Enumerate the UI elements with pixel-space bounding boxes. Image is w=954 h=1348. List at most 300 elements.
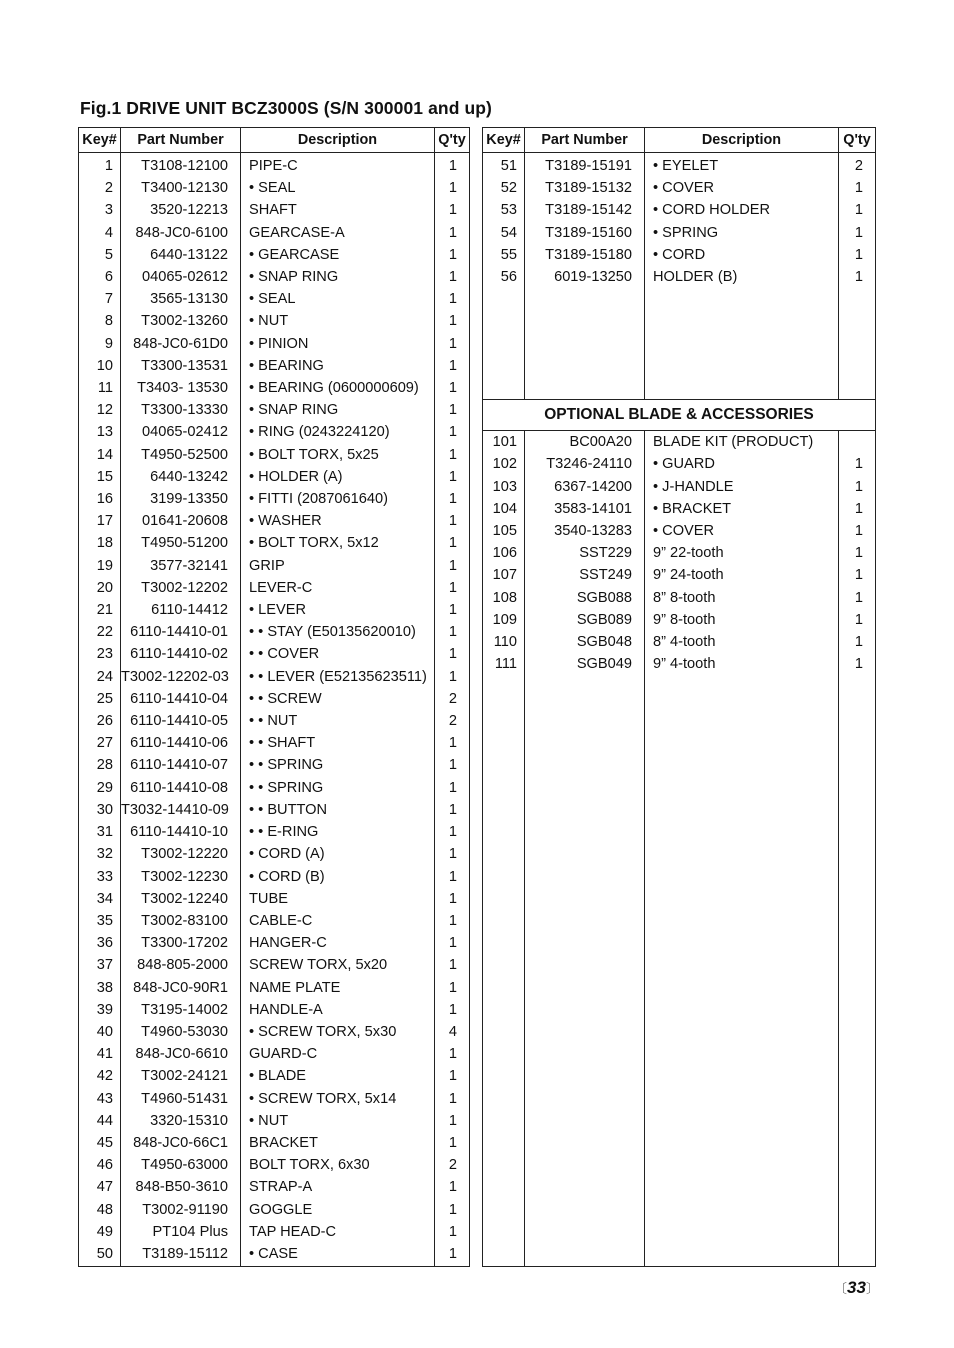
key-cell: 50: [79, 1243, 121, 1265]
part-number-cell: T3108-12100: [121, 153, 241, 178]
part-number-cell: 3320-15310: [121, 1110, 241, 1132]
qty-cell: 1: [839, 520, 876, 542]
key-cell: 31: [79, 821, 121, 843]
qty-cell: 1: [839, 177, 876, 199]
key-cell: 42: [79, 1065, 121, 1087]
qty-cell: 1: [435, 932, 470, 954]
part-number-cell: 848-JC0-90R1: [121, 977, 241, 999]
empty-cell: [525, 355, 645, 377]
description-cell: TAP HEAD-C: [241, 1221, 435, 1243]
qty-cell: 1: [839, 476, 876, 498]
key-cell: 51: [483, 153, 525, 178]
table-row: [79, 599, 470, 621]
key-cell: 46: [79, 1154, 121, 1176]
empty-cell: [645, 310, 839, 332]
qty-cell: 1: [435, 1199, 470, 1221]
description-cell: • BLADE: [241, 1065, 435, 1087]
key-cell: 4: [79, 222, 121, 244]
header-qty: Q'ty: [839, 128, 876, 153]
key-cell: 29: [79, 777, 121, 799]
key-cell: 20: [79, 577, 121, 599]
part-number-cell: T4950-63000: [121, 1154, 241, 1176]
table-row: [483, 476, 876, 498]
table-filler-row: [79, 1265, 470, 1266]
empty-cell: [525, 377, 645, 400]
key-cell: 49: [79, 1221, 121, 1243]
qty-cell: 1: [435, 488, 470, 510]
qty-cell: 1: [435, 177, 470, 199]
part-number-cell: T3246-24110: [525, 453, 645, 475]
description-cell: • HOLDER (A): [241, 466, 435, 488]
table-row: [483, 498, 876, 520]
key-cell: 35: [79, 910, 121, 932]
table-row: [79, 532, 470, 554]
description-cell: • BOLT TORX, 5x12: [241, 532, 435, 554]
part-number-cell: 6367-14200: [525, 476, 645, 498]
part-number-cell: T3002-12220: [121, 843, 241, 865]
qty-cell: 1: [435, 1243, 470, 1265]
part-number-cell: BC00A20: [525, 431, 645, 454]
empty-cell: [483, 310, 525, 332]
table-row: [79, 1199, 470, 1221]
qty-cell: 1: [435, 866, 470, 888]
key-cell: 104: [483, 498, 525, 520]
part-number-cell: 6110-14410-08: [121, 777, 241, 799]
part-number-cell: SGB089: [525, 609, 645, 631]
description-cell: 8” 8-tooth: [645, 587, 839, 609]
key-cell: 7: [79, 288, 121, 310]
qty-cell: 1: [435, 421, 470, 443]
empty-cell: [645, 675, 839, 1266]
part-number-cell: SST229: [525, 542, 645, 564]
table-row: [79, 866, 470, 888]
qty-cell: 1: [435, 510, 470, 532]
qty-cell: 1: [435, 599, 470, 621]
part-number-cell: 6110-14410-06: [121, 732, 241, 754]
qty-cell: 1: [839, 244, 876, 266]
part-number-cell: 6110-14410-02: [121, 643, 241, 665]
key-cell: 30: [79, 799, 121, 821]
description-cell: • • STAY (E50135620010): [241, 621, 435, 643]
description-cell: GOGGLE: [241, 1199, 435, 1221]
qty-cell: 1: [839, 266, 876, 288]
empty-cell: [839, 355, 876, 377]
description-cell: • SNAP RING: [241, 399, 435, 421]
part-number-cell: T4960-53030: [121, 1021, 241, 1043]
description-cell: • CORD: [645, 244, 839, 266]
description-cell: • BEARING: [241, 355, 435, 377]
description-cell: • NUT: [241, 310, 435, 332]
part-number-cell: T3002-13260: [121, 310, 241, 332]
qty-cell: 1: [435, 954, 470, 976]
key-cell: 32: [79, 843, 121, 865]
table-row: [79, 977, 470, 999]
key-cell: 111: [483, 653, 525, 675]
part-number-cell: T3300-13531: [121, 355, 241, 377]
table-row: [79, 777, 470, 799]
description-cell: • WASHER: [241, 510, 435, 532]
part-number-cell: 848-B50-3610: [121, 1176, 241, 1198]
part-number-cell: T3002-83100: [121, 910, 241, 932]
description-cell: • GEARCASE: [241, 244, 435, 266]
description-cell: STRAP-A: [241, 1176, 435, 1198]
part-number-cell: 01641-20608: [121, 510, 241, 532]
qty-cell: 1: [435, 1176, 470, 1198]
qty-cell: 1: [435, 153, 470, 178]
optional-section-title: OPTIONAL BLADE & ACCESSORIES: [483, 400, 876, 431]
blank-row: [483, 333, 876, 355]
table-row: [483, 609, 876, 631]
description-cell: • • SHAFT: [241, 732, 435, 754]
description-cell: • • NUT: [241, 710, 435, 732]
key-cell: 21: [79, 599, 121, 621]
table-row: [79, 1154, 470, 1176]
qty-cell: 1: [839, 587, 876, 609]
key-cell: 3: [79, 199, 121, 221]
part-number-cell: SST249: [525, 564, 645, 586]
empty-cell: [839, 288, 876, 310]
table-header-row: [79, 128, 470, 153]
description-cell: • COVER: [645, 177, 839, 199]
description-cell: • SCREW TORX, 5x14: [241, 1088, 435, 1110]
header-part-number: Part Number: [121, 128, 241, 153]
table-filler-row: [483, 675, 876, 1266]
description-cell: 9” 24-tooth: [645, 564, 839, 586]
description-cell: 9” 4-tooth: [645, 653, 839, 675]
empty-cell: [525, 675, 645, 1266]
key-cell: 109: [483, 609, 525, 631]
table-row: [483, 542, 876, 564]
table-row: [483, 653, 876, 675]
qty-cell: 1: [435, 621, 470, 643]
key-cell: 40: [79, 1021, 121, 1043]
qty-cell: 1: [435, 977, 470, 999]
part-number-cell: T3189-15132: [525, 177, 645, 199]
qty-cell: 1: [435, 444, 470, 466]
key-cell: 53: [483, 199, 525, 221]
table-row: [79, 244, 470, 266]
key-cell: 101: [483, 431, 525, 454]
description-cell: • CORD HOLDER: [645, 199, 839, 221]
part-number-cell: 04065-02612: [121, 266, 241, 288]
key-cell: 12: [79, 399, 121, 421]
table-row: [79, 177, 470, 199]
key-cell: 18: [79, 532, 121, 554]
key-cell: 44: [79, 1110, 121, 1132]
key-cell: 52: [483, 177, 525, 199]
table-row: [483, 199, 876, 221]
key-cell: 1: [79, 153, 121, 178]
qty-cell: 1: [435, 244, 470, 266]
description-cell: • PINION: [241, 333, 435, 355]
table-row: [79, 1043, 470, 1065]
header-description: Description: [645, 128, 839, 153]
table-row: [79, 688, 470, 710]
table-row: [79, 288, 470, 310]
key-cell: 17: [79, 510, 121, 532]
part-number-cell: 848-JC0-61D0: [121, 333, 241, 355]
qty-cell: 1: [839, 222, 876, 244]
part-number-cell: T3032-14410-09: [121, 799, 241, 821]
description-cell: CABLE-C: [241, 910, 435, 932]
table-row: [79, 199, 470, 221]
optional-section-row: [483, 400, 876, 431]
key-cell: 27: [79, 732, 121, 754]
description-cell: BRACKET: [241, 1132, 435, 1154]
key-cell: 48: [79, 1199, 121, 1221]
table-row: [79, 799, 470, 821]
description-cell: BOLT TORX, 6x30: [241, 1154, 435, 1176]
table-row: [79, 488, 470, 510]
header-description: Description: [241, 128, 435, 153]
part-number-cell: 848-JC0-6100: [121, 222, 241, 244]
description-cell: LEVER-C: [241, 577, 435, 599]
table-row: [79, 1021, 470, 1043]
key-cell: 13: [79, 421, 121, 443]
qty-cell: [839, 431, 876, 454]
qty-cell: 2: [435, 688, 470, 710]
table-row: [79, 1110, 470, 1132]
table-row: [79, 153, 470, 178]
table-row: [79, 355, 470, 377]
description-cell: HOLDER (B): [645, 266, 839, 288]
table-row: [79, 310, 470, 332]
description-cell: • NUT: [241, 1110, 435, 1132]
description-cell: • FITTI (2087061640): [241, 488, 435, 510]
key-cell: 37: [79, 954, 121, 976]
empty-cell: [525, 333, 645, 355]
table-row: [79, 666, 470, 688]
description-cell: • • BUTTON: [241, 799, 435, 821]
description-cell: • BRACKET: [645, 498, 839, 520]
page-number-open-bracket: 〔: [834, 1281, 848, 1296]
part-number-cell: T3195-14002: [121, 999, 241, 1021]
qty-cell: 1: [435, 666, 470, 688]
key-cell: 56: [483, 266, 525, 288]
blank-row: [483, 310, 876, 332]
part-number-cell: T3189-15191: [525, 153, 645, 178]
table-row: [79, 1065, 470, 1087]
page-number-value: 33: [847, 1278, 866, 1297]
key-cell: 54: [483, 222, 525, 244]
table-row: [483, 153, 876, 178]
table-row: [483, 631, 876, 653]
description-cell: 8” 4-tooth: [645, 631, 839, 653]
table-row: [79, 466, 470, 488]
qty-cell: 1: [435, 266, 470, 288]
description-cell: • BOLT TORX, 5x25: [241, 444, 435, 466]
part-number-cell: 6019-13250: [525, 266, 645, 288]
qty-cell: 1: [435, 754, 470, 776]
key-cell: 2: [79, 177, 121, 199]
part-number-cell: 3565-13130: [121, 288, 241, 310]
empty-cell: [483, 377, 525, 400]
qty-cell: 1: [839, 564, 876, 586]
part-number-cell: T4950-51200: [121, 532, 241, 554]
table-row: [79, 932, 470, 954]
page-number-close-bracket: 〕: [865, 1281, 879, 1296]
part-number-cell: T3002-91190: [121, 1199, 241, 1221]
part-number-cell: 3540-13283: [525, 520, 645, 542]
key-cell: 24: [79, 666, 121, 688]
description-cell: • SPRING: [645, 222, 839, 244]
parts-list-left: [79, 153, 470, 1267]
empty-cell: [79, 1265, 121, 1266]
part-number-cell: T3400-12130: [121, 177, 241, 199]
qty-cell: 1: [435, 399, 470, 421]
part-number-cell: 6440-13242: [121, 466, 241, 488]
description-cell: • CASE: [241, 1243, 435, 1265]
empty-cell: [121, 1265, 241, 1266]
header-key: Key#: [79, 128, 121, 153]
table-row: [79, 222, 470, 244]
empty-cell: [525, 288, 645, 310]
key-cell: 106: [483, 542, 525, 564]
part-number-cell: PT104 Plus: [121, 1221, 241, 1243]
qty-cell: 1: [435, 532, 470, 554]
part-number-cell: SGB088: [525, 587, 645, 609]
key-cell: 45: [79, 1132, 121, 1154]
table-row: [79, 444, 470, 466]
key-cell: 43: [79, 1088, 121, 1110]
empty-cell: [483, 288, 525, 310]
blank-row: [483, 377, 876, 400]
key-cell: 9: [79, 333, 121, 355]
part-number-cell: 3577-32141: [121, 555, 241, 577]
empty-cell: [483, 355, 525, 377]
qty-cell: 1: [435, 377, 470, 399]
part-number-cell: T3189-15180: [525, 244, 645, 266]
empty-cell: [645, 377, 839, 400]
qty-cell: 1: [435, 910, 470, 932]
key-cell: 26: [79, 710, 121, 732]
description-cell: • LEVER: [241, 599, 435, 621]
qty-cell: 1: [435, 199, 470, 221]
part-number-cell: 04065-02412: [121, 421, 241, 443]
table-row: [79, 754, 470, 776]
description-cell: • • LEVER (E52135623511): [241, 666, 435, 688]
key-cell: 16: [79, 488, 121, 510]
table-row: [483, 564, 876, 586]
part-number-cell: 6110-14410-05: [121, 710, 241, 732]
empty-cell: [241, 1265, 435, 1266]
qty-cell: 1: [435, 577, 470, 599]
key-cell: 110: [483, 631, 525, 653]
description-cell: • SCREW TORX, 5x30: [241, 1021, 435, 1043]
description-cell: • EYELET: [645, 153, 839, 178]
key-cell: 107: [483, 564, 525, 586]
key-cell: 10: [79, 355, 121, 377]
key-cell: 28: [79, 754, 121, 776]
empty-cell: [483, 675, 525, 1266]
table-row: [79, 910, 470, 932]
qty-cell: 1: [435, 643, 470, 665]
qty-cell: 1: [435, 1043, 470, 1065]
table-row: [79, 1243, 470, 1265]
empty-cell: [483, 333, 525, 355]
description-cell: • COVER: [645, 520, 839, 542]
empty-cell: [645, 288, 839, 310]
description-cell: • • SCREW: [241, 688, 435, 710]
parts-table-right: [482, 127, 876, 1267]
key-cell: 33: [79, 866, 121, 888]
qty-cell: 1: [839, 631, 876, 653]
key-cell: 23: [79, 643, 121, 665]
part-number-cell: T3002-12230: [121, 866, 241, 888]
table-row: [79, 1088, 470, 1110]
table-row: [79, 333, 470, 355]
key-cell: 55: [483, 244, 525, 266]
part-number-cell: SGB048: [525, 631, 645, 653]
empty-cell: [839, 377, 876, 400]
table-row: [79, 888, 470, 910]
part-number-cell: T3300-13330: [121, 399, 241, 421]
qty-cell: 1: [435, 888, 470, 910]
header-key: Key#: [483, 128, 525, 153]
table-row: [79, 821, 470, 843]
key-cell: 47: [79, 1176, 121, 1198]
part-number-cell: 6110-14410-01: [121, 621, 241, 643]
description-cell: • CORD (B): [241, 866, 435, 888]
part-number-cell: T3403- 13530: [121, 377, 241, 399]
empty-cell: [435, 1265, 470, 1266]
key-cell: 11: [79, 377, 121, 399]
page-number: [834, 1278, 879, 1298]
qty-cell: 1: [839, 453, 876, 475]
qty-cell: 1: [839, 498, 876, 520]
qty-cell: 1: [435, 288, 470, 310]
key-cell: 5: [79, 244, 121, 266]
qty-cell: 1: [435, 1221, 470, 1243]
part-number-cell: T3189-15112: [121, 1243, 241, 1265]
key-cell: 41: [79, 1043, 121, 1065]
description-cell: HANDLE-A: [241, 999, 435, 1021]
qty-cell: 1: [435, 355, 470, 377]
table-row: [79, 999, 470, 1021]
part-number-cell: 6110-14412: [121, 599, 241, 621]
page-title: Fig.1 DRIVE UNIT BCZ3000S (S/N 300001 and up): [80, 98, 492, 118]
description-cell: 9” 8-tooth: [645, 609, 839, 631]
part-number-cell: 6110-14410-10: [121, 821, 241, 843]
description-cell: BLADE KIT (PRODUCT): [645, 431, 839, 454]
part-number-cell: T4960-51431: [121, 1088, 241, 1110]
table-row: [79, 621, 470, 643]
table-row: [483, 520, 876, 542]
part-number-cell: 6110-14410-04: [121, 688, 241, 710]
key-cell: 105: [483, 520, 525, 542]
description-cell: 9” 22-tooth: [645, 542, 839, 564]
qty-cell: 1: [435, 821, 470, 843]
table-row: [79, 710, 470, 732]
empty-cell: [645, 355, 839, 377]
table-row: [79, 1132, 470, 1154]
qty-cell: 1: [435, 555, 470, 577]
key-cell: 38: [79, 977, 121, 999]
header-part-number: Part Number: [525, 128, 645, 153]
qty-cell: 2: [435, 710, 470, 732]
part-number-cell: 6440-13122: [121, 244, 241, 266]
table-row: [79, 732, 470, 754]
table-row: [79, 577, 470, 599]
qty-cell: 1: [435, 999, 470, 1021]
qty-cell: 2: [839, 153, 876, 178]
qty-cell: 1: [435, 466, 470, 488]
parts-table-left: [78, 127, 470, 1267]
description-cell: • SEAL: [241, 288, 435, 310]
qty-cell: 1: [839, 653, 876, 675]
part-number-cell: SGB049: [525, 653, 645, 675]
description-cell: • • COVER: [241, 643, 435, 665]
